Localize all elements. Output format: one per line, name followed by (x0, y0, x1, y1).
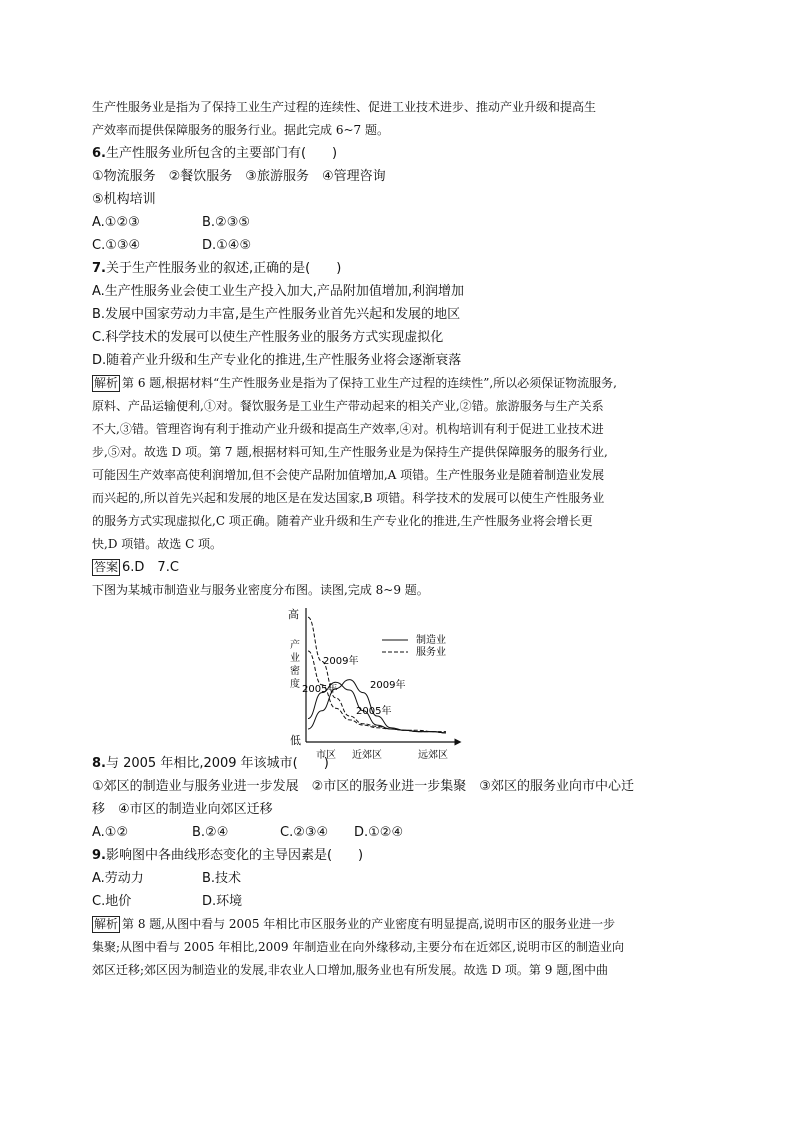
analysis-2-line-2: 集聚;从图中看与 2005 年相比,2009 年制造业在向外缘移动,主要分布在近郊区,说明市区的制造业向 (92, 940, 625, 954)
option-8a[interactable]: A.①② (92, 825, 129, 840)
x-tick-urban: 市区 (316, 750, 336, 761)
analysis-1-line-4: 步,⑤对。故选 D 项。第 7 题,根据材料可知,生产性服务业是为保持生产提供保障服务的服务行业, (92, 445, 608, 459)
option-9c[interactable]: C.地价 (92, 894, 132, 909)
analysis-1-line-1 (92, 372, 704, 395)
answer-1-line (92, 556, 704, 579)
option-8b[interactable]: B.②④ (192, 825, 229, 840)
analysis-2-line-1 (92, 913, 704, 936)
analysis-tag-2: 解析 (94, 917, 119, 931)
analysis-1-line-6: 而兴起的,所以首先兴起和发展的地区是在发达国家,B 项错。科学技术的发展可以使生产性服务业 (92, 491, 605, 505)
question-9-options-row-2 (92, 890, 704, 913)
annotation-manufacturing-2005: 2005年 (302, 684, 338, 695)
intro-line-2: 产效率而提供保障服务的服务行业。据此完成 6~7 题。 (92, 123, 389, 137)
option-7c[interactable]: C.科学技术的发展可以使生产性服务业的服务方式实现虚拟化 (92, 330, 444, 345)
answer-1-text: 6.D 7.C (122, 560, 179, 575)
option-6c[interactable]: C.①③④ (92, 238, 141, 253)
option-8c[interactable]: C.②③④ (280, 825, 329, 840)
annotation-manufacturing-2009: 2009年 (370, 680, 406, 691)
analysis-1-line-3: 不大,③错。管理咨询有利于推动产业升级和提高生产效率,④对。机构培训有利于促进工业技术进 (92, 422, 604, 436)
analysis-1-line-5: 可能因生产效率高使利润增加,但不会使产品附加值增加,A 项错。生产性服务业是随着制造业发展 (92, 468, 605, 482)
density-chart-svg (92, 602, 704, 761)
legend-label-service: 服务业 (416, 647, 446, 658)
option-9d[interactable]: D.环境 (202, 894, 243, 909)
question-9-options-row-1 (92, 867, 704, 890)
intro-line-1: 生产性服务业是指为了保持工业生产过程的连续性、促进工业技术进步、推动产业升级和提高生 (92, 100, 597, 114)
analysis-tag: 解析 (94, 376, 119, 390)
question-6-number: 6. (92, 146, 106, 161)
option-9a[interactable]: A.劳动力 (92, 871, 144, 886)
x-tick-near-suburb: 近郊区 (352, 750, 382, 761)
question-7-number: 7. (92, 261, 106, 276)
question-6-options-row-1 (92, 211, 704, 234)
document-page (92, 96, 704, 982)
question-6-items-line-2: ⑤机构培训 (92, 192, 156, 207)
legend-label-manufacturing: 制造业 (416, 635, 446, 646)
chart-axes (306, 608, 458, 742)
analysis-2-line-3: 郊区迁移;郊区因为制造业的发展,非农业人口增加,服务业也有所发展。故选 D 项。第 9 题,图中曲 (92, 963, 609, 977)
answer-tag: 答案 (94, 560, 119, 574)
y-tick-low: 低 (290, 734, 301, 747)
analysis-1-text-1: 第 6 题,根据材料“生产性服务业是指为了保持工业生产过程的连续性”,所以必须保证物流服务, (122, 376, 617, 390)
analysis-2-text-1: 第 8 题,从图中看与 2005 年相比市区服务业的产业密度有明显提高,说明市区的服务业进一步 (122, 917, 616, 931)
question-6-items-line-1: ①物流服务 ②餐饮服务 ③旅游服务 ④管理咨询 (92, 169, 386, 184)
intro-2: 下图为某城市制造业与服务业密度分布图。读图,完成 8~9 题。 (92, 583, 429, 597)
question-9-stem (92, 844, 704, 867)
analysis-1-line-8: 快,D 项错。故选 C 项。 (92, 537, 223, 551)
option-6b[interactable]: B.②③⑤ (202, 215, 251, 230)
analysis-1-line-2: 原料、产品运输便利,①对。餐饮服务是工业生产带动起来的相关产业,②错。旅游服务与生产关系 (92, 399, 604, 413)
option-9b[interactable]: B.技术 (202, 871, 242, 886)
option-7a[interactable]: A.生产性服务业会使工业生产投入加大,产品附加值增加,利润增加 (92, 284, 465, 299)
y-axis-label: 产业密度 (290, 640, 300, 690)
question-8-text: 与 2005 年相比,2009 年该城市( ) (105, 756, 329, 771)
y-tick-high: 高 (288, 608, 299, 621)
option-6a[interactable]: A.①②③ (92, 215, 140, 230)
question-8-items-line-1: ①郊区的制造业与服务业进一步发展 ②市区的服务业进一步集聚 ③郊区的服务业向市中心迁 (92, 779, 634, 794)
question-9-text: 影响图中各曲线形态变化的主导因素是( ) (105, 848, 364, 863)
option-7d[interactable]: D.随着产业升级和生产专业化的推进,生产性服务业将会逐渐衰落 (92, 353, 462, 368)
option-7b[interactable]: B.发展中国家劳动力丰富,是生产性服务业首先兴起和发展的地区 (92, 307, 461, 322)
annotation-service-2009: 2009年 (323, 656, 359, 667)
density-chart (92, 602, 704, 761)
question-8-items-line-2: 移 ④市区的制造业向郊区迁移 (92, 802, 273, 817)
annotation-service-2005: 2005年 (356, 706, 392, 717)
question-8-number: 8. (92, 756, 106, 771)
question-6-options-row-2 (92, 234, 704, 257)
analysis-1-line-7: 的服务方式实现虚拟化,C 项正确。随着产业升级和生产专业化的推进,生产性服务业将会增长更 (92, 514, 593, 528)
question-9-number: 9. (92, 848, 106, 863)
question-7-stem (92, 257, 704, 280)
option-6d[interactable]: D.①④⑤ (202, 238, 252, 253)
legend (382, 633, 446, 658)
question-6-text: 生产性服务业所包含的主要部门有( ) (105, 146, 338, 161)
question-8-stem (92, 752, 704, 775)
option-8d[interactable]: D.①②④ (354, 825, 404, 840)
question-8-options (92, 821, 704, 844)
question-6-stem (92, 142, 704, 165)
question-7-text: 关于生产性服务业的叙述,正确的是( ) (105, 261, 342, 276)
x-tick-far-suburb: 远郊区 (418, 750, 448, 761)
